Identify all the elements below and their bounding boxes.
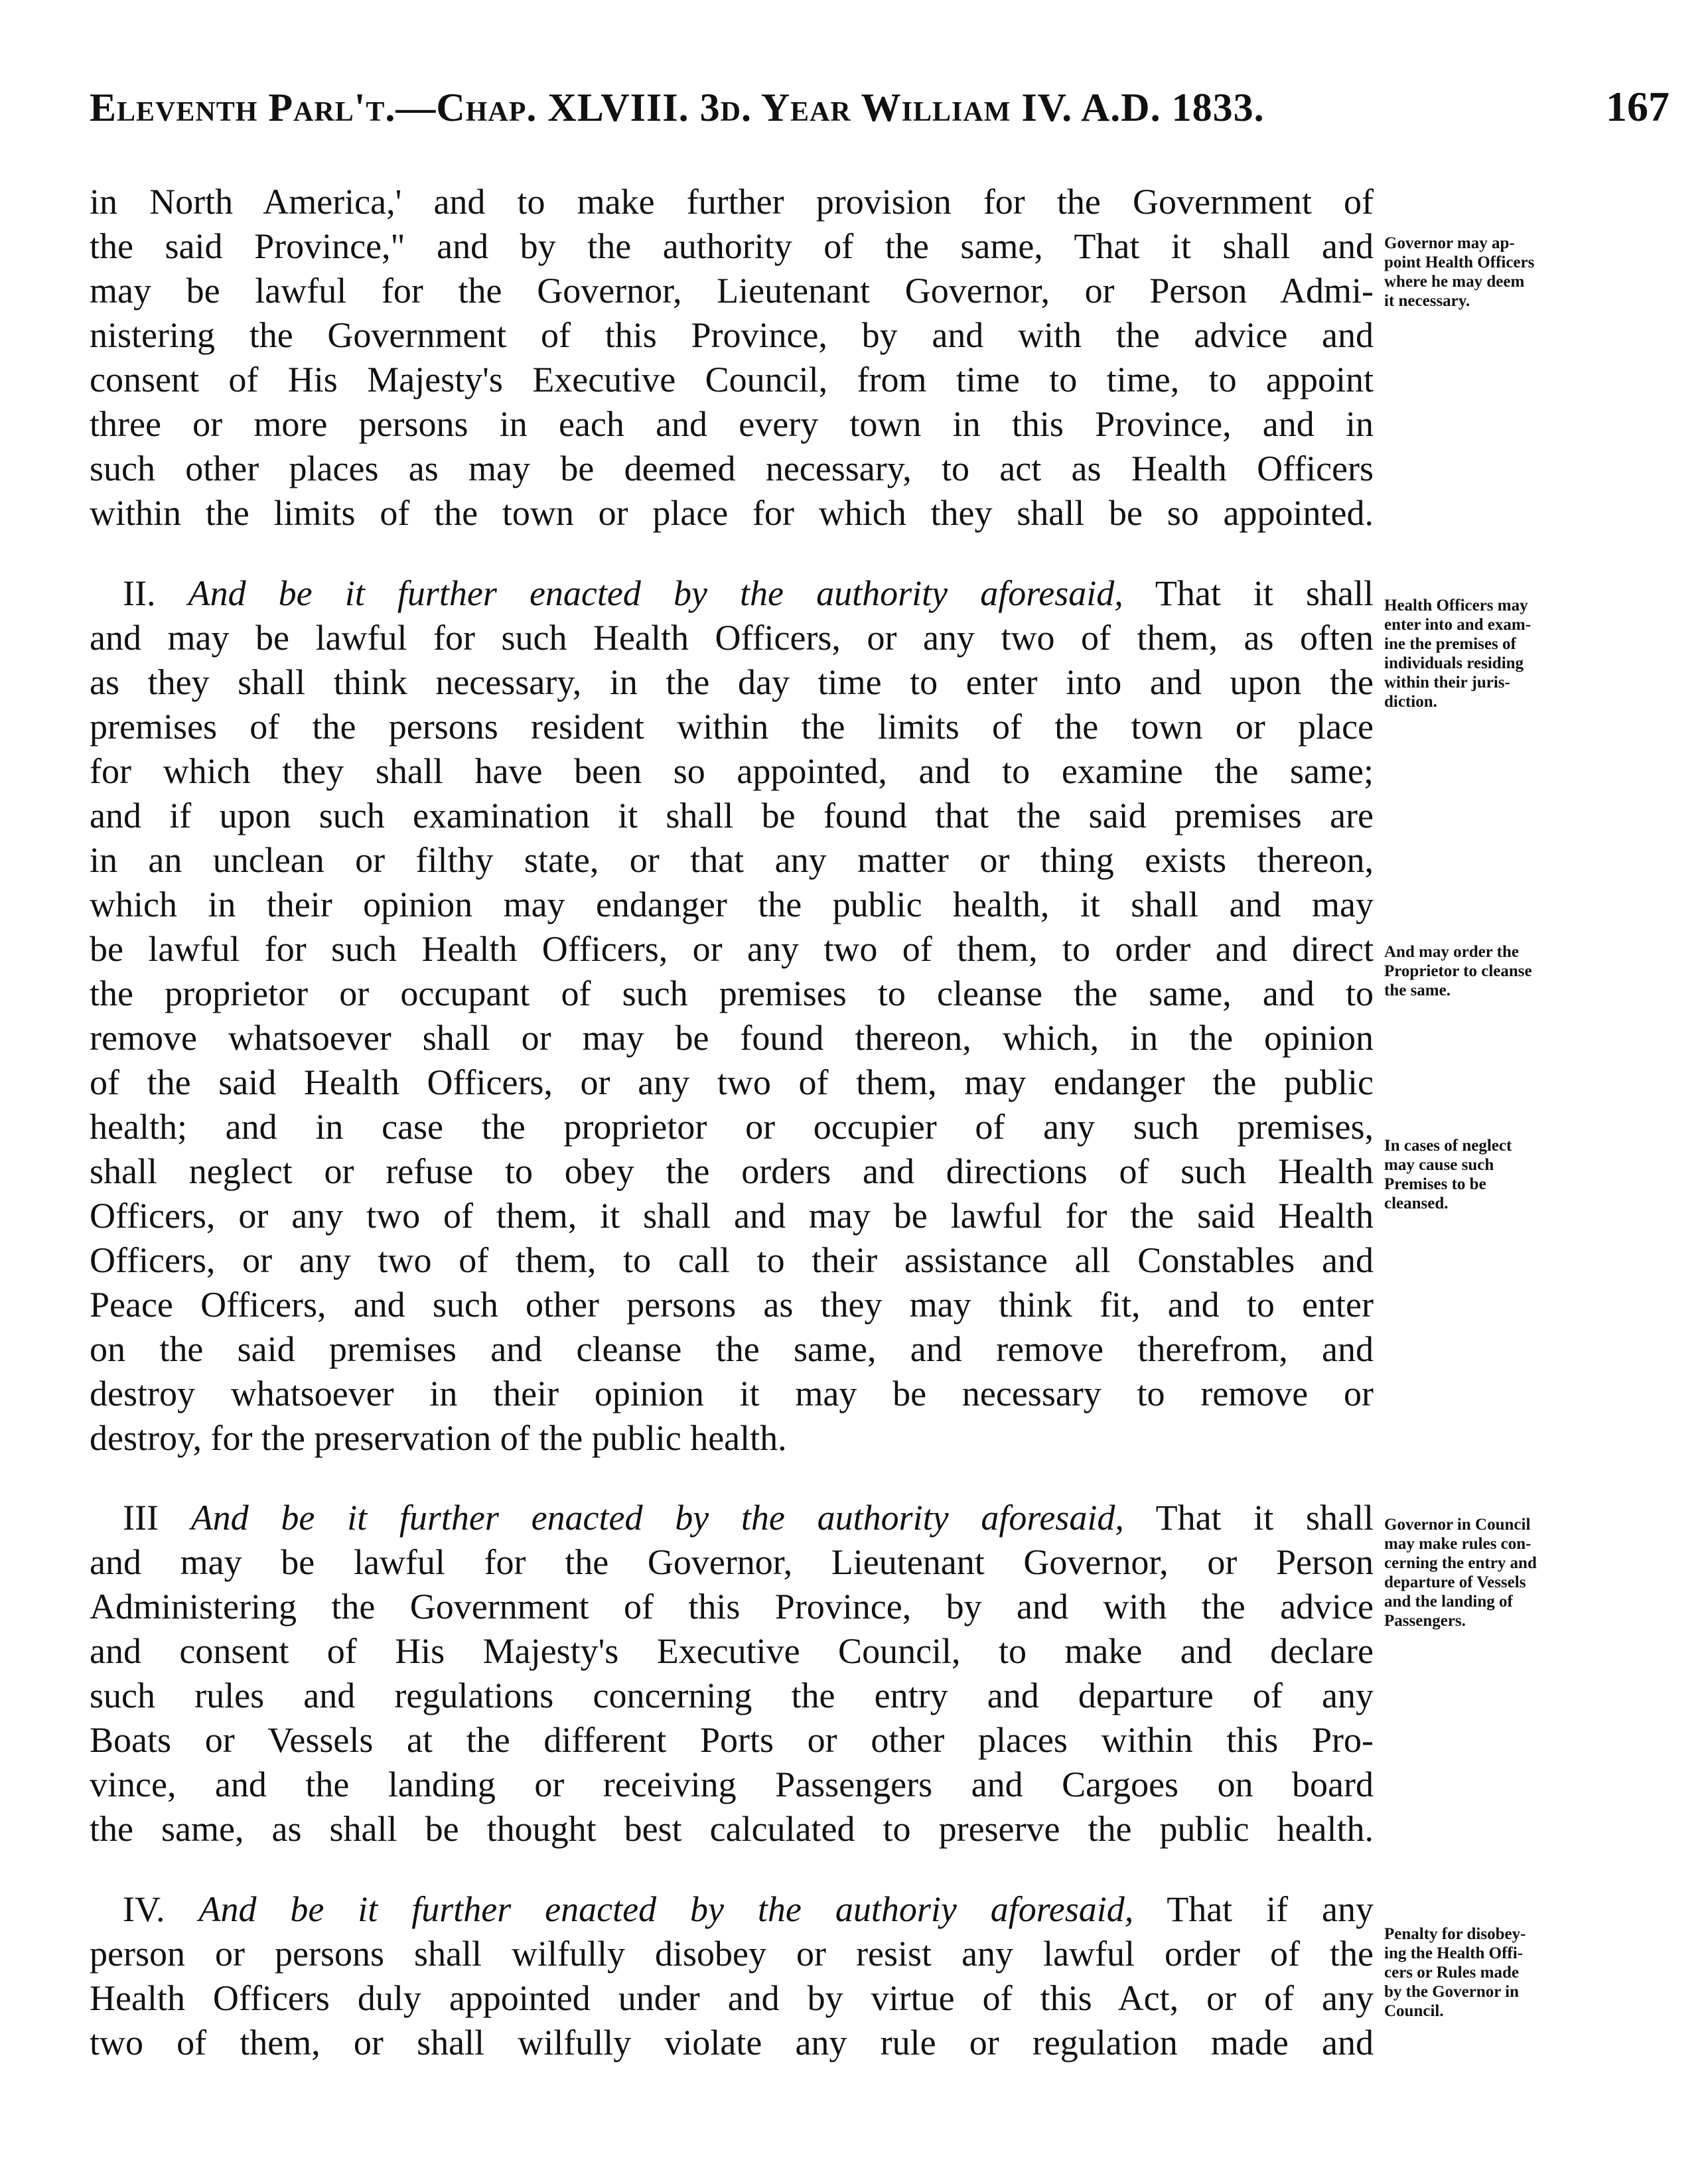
paragraph-first-line	[90, 571, 1374, 616]
text-line: vince, and the landing or receiving Passengers and Cargoes on board	[90, 1765, 1374, 1804]
text-line: health; and in case the proprietor or occupier of any such premises,	[90, 1107, 1374, 1147]
margin-note-line: cleansed.	[1384, 1194, 1449, 1212]
margin-note	[1384, 1515, 1623, 1630]
margin-note	[1384, 234, 1623, 311]
text-line: the said Province," and by the authority of the same, That it shall and	[90, 226, 1374, 266]
margin-note-line: where he may deem	[1384, 273, 1525, 291]
text-line: and if upon such examination it shall be found that the said premises are	[90, 796, 1374, 835]
text-line: nistering the Government of this Province, by and with the advice and	[90, 315, 1374, 355]
text-line: consent of His Majesty's Executive Council, from time to time, to appoint	[90, 360, 1374, 399]
paragraph-4	[90, 1887, 1374, 2065]
paragraph-2	[90, 571, 1374, 1461]
margin-note-line: Governor in Council	[1384, 1516, 1531, 1534]
text-line: Health Officers duly appointed under and by virtue of this Act, or of any	[90, 1978, 1374, 2018]
first-line-text: That if any	[1167, 1889, 1374, 1929]
margin-note-line: And may order the	[1384, 943, 1520, 961]
text-line: such other places as may be deemed necessary, to act as Health Officers	[90, 449, 1374, 488]
section-number: III	[123, 1498, 159, 1538]
text-line: and consent of His Majesty's Executive Council, to make and declare	[90, 1631, 1374, 1671]
margin-note-line: Passengers.	[1384, 1612, 1466, 1630]
text-line: on the said premises and cleanse the same, and remove therefrom, and	[90, 1329, 1374, 1369]
text-line: destroy whatsoever in their opinion it may be necessary to remove or	[90, 1374, 1374, 1413]
text-line: Peace Officers, and such other persons as they may think fit, and to enter	[90, 1285, 1374, 1325]
margin-note-line: ine the premises of	[1384, 635, 1516, 653]
paragraph-first-line	[90, 1887, 1374, 1932]
enacting-clause: And be it further enacted by the authority aforesaid,	[188, 573, 1123, 613]
text-line: and may be lawful for such Health Officers, or any two of them, as often	[90, 618, 1374, 658]
margin-note-line: Health Officers may	[1384, 597, 1528, 615]
margin-note-line: the same.	[1384, 981, 1451, 999]
margin-note-line: it necessary.	[1384, 292, 1470, 310]
margin-note-line: departure of Vessels	[1384, 1573, 1526, 1591]
margin-note-line: within their juris-	[1384, 674, 1510, 691]
margin-note	[1384, 1924, 1623, 2021]
enacting-clause: And be it further enacted by the authoriy aforesaid,	[198, 1889, 1134, 1929]
text-line: of the said Health Officers, or any two of them, may endanger the public	[90, 1062, 1374, 1102]
text-line: as they shall think necessary, in the day time to enter into and upon the	[90, 662, 1374, 702]
text-line: premises of the persons resident within the limits of the town or place	[90, 707, 1374, 747]
margin-note-line: Penalty for disobey-	[1384, 1925, 1526, 1943]
margin-note-line: cerning the entry and	[1384, 1554, 1537, 1572]
margin-note-line: ing the Health Offi-	[1384, 1944, 1524, 1962]
text-line: remove whatsoever shall or may be found thereon, which, in the opinion	[90, 1018, 1374, 1058]
margin-note-line: enter into and exam-	[1384, 616, 1531, 634]
text-line: Boats or Vessels at the different Ports or other places within this Pro-	[90, 1720, 1374, 1760]
margin-note-line: may make rules con-	[1384, 1535, 1531, 1553]
text-line: be lawful for such Health Officers, or any two of them, to order and direct	[90, 929, 1374, 969]
text-line: within the limits of the town or place for which they shall be so appointed.	[90, 493, 1374, 533]
page-number: 167	[1606, 83, 1670, 130]
margin-note	[1384, 942, 1623, 1000]
first-line-text: That it shall	[1155, 573, 1374, 613]
margin-note	[1384, 596, 1623, 711]
text-line: and may be lawful for the Governor, Lieutenant Governor, or Person	[90, 1542, 1374, 1582]
margin-note	[1384, 1136, 1623, 1213]
margin-note-line: point Health Officers	[1384, 253, 1535, 271]
section-number: IV.	[123, 1889, 165, 1929]
margin-note-line: Premises to be	[1384, 1175, 1486, 1193]
margin-note-line: In cases of neglect	[1384, 1137, 1512, 1155]
first-line-text: That it shall	[1155, 1498, 1374, 1538]
text-line: for which they shall have been so appointed, and to examine the same;	[90, 751, 1374, 791]
text-line: the proprietor or occupant of such premises to cleanse the same, and to	[90, 974, 1374, 1013]
text-line: Officers, or any two of them, it shall and may be lawful for the said Health	[90, 1196, 1374, 1236]
text-line: destroy, for the preservation of the public health.	[90, 1418, 787, 1458]
paragraph-1	[90, 180, 1374, 536]
text-line: such rules and regulations concerning the entry and departure of any	[90, 1676, 1374, 1715]
text-line: in North America,' and to make further provision for the Government of	[90, 182, 1374, 222]
margin-note-line: Council.	[1384, 2002, 1444, 2020]
section-number: II.	[123, 573, 156, 613]
margin-note-line: individuals residing	[1384, 654, 1524, 672]
paragraph-3	[90, 1496, 1374, 1851]
margin-note-line: Proprietor to cleanse	[1384, 962, 1532, 980]
margin-note-line: and the landing of	[1384, 1593, 1513, 1611]
text-line: may be lawful for the Governor, Lieutenant Governor, or Person Admi-	[90, 271, 1374, 311]
running-header: Eleventh Parl't.—Chap. XLVIII. 3d. Year William IV. A.D. 1833.	[90, 86, 1265, 129]
text-line: shall neglect or refuse to obey the orders and directions of such Health	[90, 1151, 1374, 1191]
margin-note-line: may cause such	[1384, 1156, 1494, 1174]
text-line: the same, as shall be thought best calculated to preserve the public health.	[90, 1809, 1374, 1849]
margin-note-line: Governor may ap-	[1384, 234, 1515, 252]
text-line: three or more persons in each and every town in this Province, and in	[90, 404, 1374, 444]
text-line: Administering the Government of this Province, by and with the advice	[90, 1587, 1374, 1627]
paragraph-first-line	[90, 1496, 1374, 1540]
text-line: which in their opinion may endanger the public health, it shall and may	[90, 885, 1374, 924]
text-line: two of them, or shall wilfully violate any rule or regulation made and	[90, 2023, 1374, 2062]
margin-note-line: by the Governor in	[1384, 1983, 1520, 2001]
text-line: Officers, or any two of them, to call to their assistance all Constables and	[90, 1240, 1374, 1280]
enacting-clause: And be it further enacted by the authority aforesaid,	[190, 1498, 1124, 1538]
margin-note-line: cers or Rules made	[1384, 1964, 1519, 1982]
text-line: in an unclean or filthy state, or that any matter or thing exists thereon,	[90, 840, 1374, 880]
text-line: person or persons shall wilfully disobey or resist any lawful order of the	[90, 1934, 1374, 1974]
margin-note-line: diction.	[1384, 693, 1437, 711]
